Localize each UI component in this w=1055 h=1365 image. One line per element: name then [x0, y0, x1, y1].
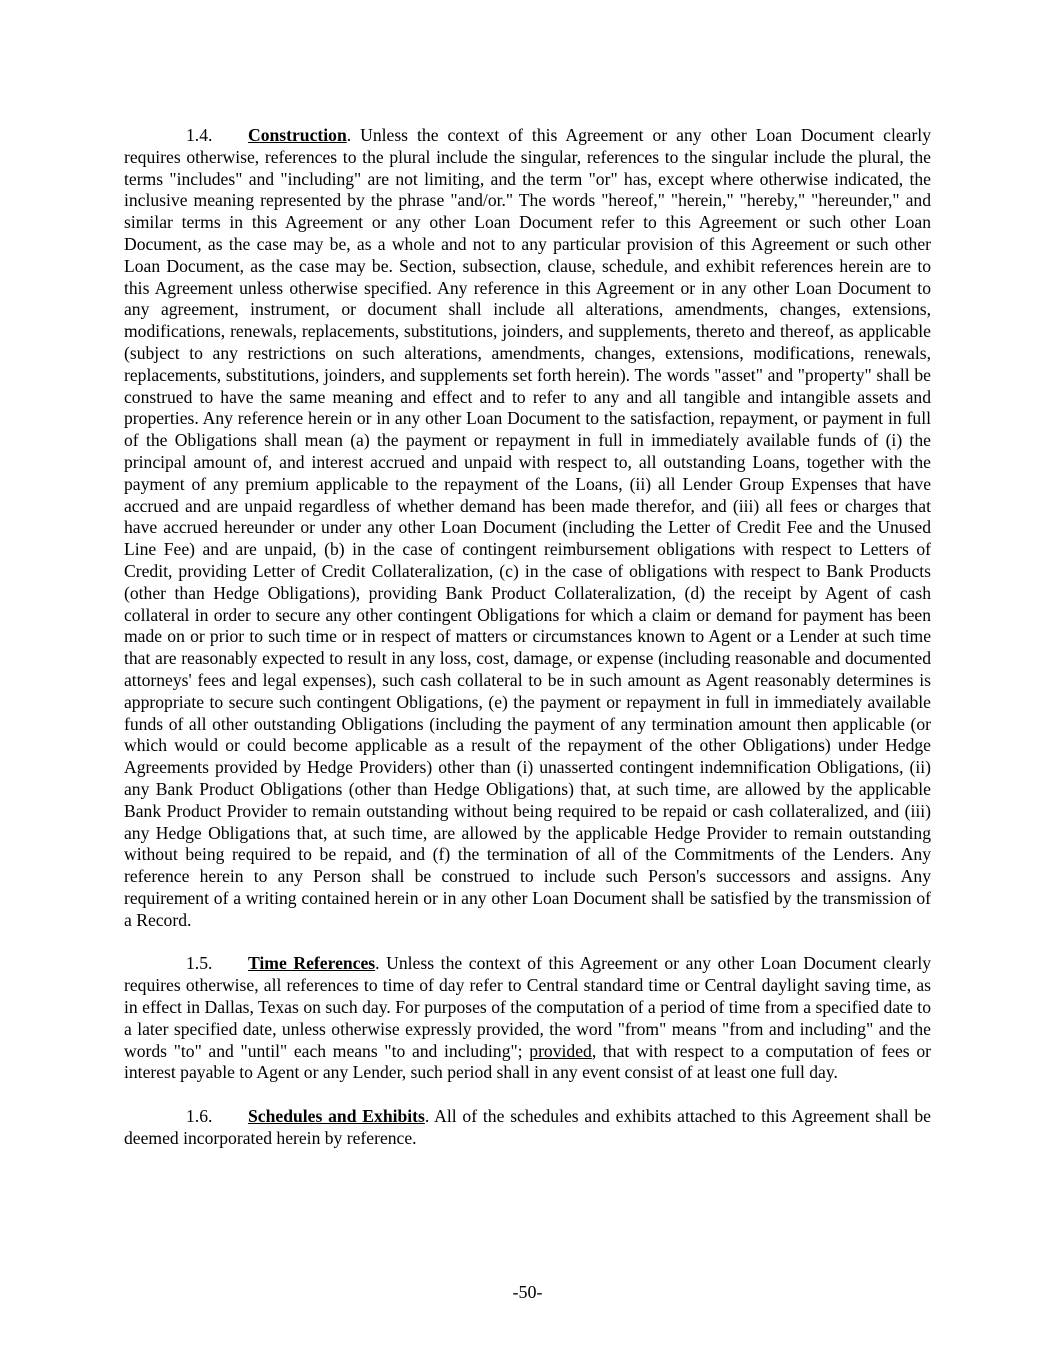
- section-number: 1.4.: [186, 125, 213, 145]
- section-heading: Construction: [248, 125, 347, 145]
- section-construction: [124, 125, 931, 931]
- underlined-term: provided: [529, 1040, 592, 1061]
- section-time-references: [124, 953, 931, 1084]
- section-number: 1.5.: [186, 953, 213, 974]
- section-heading: Time References: [248, 953, 376, 974]
- page-number: -50-: [512, 1282, 543, 1302]
- section-heading: Schedules and Exhibits: [248, 1106, 425, 1127]
- section-number: 1.6.: [186, 1106, 213, 1127]
- section-body: . Unless the context of this Agreement or any other Loan Document clearly requires otherwise, references to the plural include the singular, references to the singular include the plural, the terms "includes" and "including" are not limiting, and the term "or" has, except where otherwise indicated, the inclusive meaning represented by the phrase "and/or." The words "hereof," "herein," "hereby," "hereunder," and similar terms in this Agreement or any other Loan Document refer to this Agreement or such other Loan Document, as the case may be, as a whole and not to any particular provision of this Agreement or such other Loan Document, as the case may be. Section, subsection, clause, schedule, and exhibit references herein are to this Agreement unless otherwise specified. Any reference in this Agreement or in any other Loan Document to any agreement, instrument, or document shall include all alterations, amendments, changes, extensions, modifications, renewals, replacements, substitutions, joinders, and supplements, thereto and thereof, as applicable (subject to any restrictions on such alterations, amendments, changes, extensions, modifications, renewals, replacements, substitutions, joinders, and supplements set forth herein). The words "asset" and "property" shall be construed to have the same meaning and effect and to refer to any and all tangible and intangible assets and properties. Any reference herein or in any other Loan Document to the satisfaction, repayment, or payment in full of the Obligations shall mean (a) the payment or repayment in full in immediately available funds of (i) the principal amount of, and interest accrued and unpaid with respect to, all outstanding Loans, together with the payment of any premium applicable to the repayment of the Loans, (ii) all Lender Group Expenses that have accrued and are unpaid regardless of whether demand has been made therefor, and (iii) all fees or charges that have accrued hereunder or under any other Loan Document (including the Letter of Credit Fee and the Unused Line Fee) and are unpaid, (b) in the case of contingent reimbursement obligations with respect to Letters of Credit, providing Letter of Credit Collateralization, (c) in the case of obligations with respect to Bank Products (other than Hedge Obligations), providing Bank Product Collateralization, (d) the receipt by Agent of cash collateral in order to secure any other contingent Obligations for which a claim or demand for payment has been made on or prior to such time or in respect of matters or circumstances known to Agent or a Lender at such time that are reasonably expected to result in any loss, cost, damage, or expense (including reasonable and documented attorneys' fees and legal expenses), such cash collateral to be in such amount as Agent reasonably determines is appropriate to secure such contingent Obligations, (e) the payment or repayment in full in immediately available funds of all other outstanding Obligations (including the payment of any termination amount then applicable (or which would or could become applicable as a result of the repayment of the other Obligations) under Hedge Agreements provided by Hedge Providers) other than (i) unasserted contingent indemnification Obligations, (ii) any Bank Product Obligations (other than Hedge Obligations) that, at such time, are allowed by the applicable Bank Product Provider to remain outstanding without being required to be repaid or cash collateralized, and (iii) any Hedge Obligations that, at such time, are allowed by the applicable Hedge Provider to remain outstanding without being required to be repaid, and (f) the termination of all of the Commitments of the Lenders. Any reference herein to any Person shall be construed to include such Person's successors and assigns. Any requirement of a writing contained herein or in any other Loan Document shall be satisfied by the transmission of a Record.: [124, 125, 931, 930]
- document-page: [124, 125, 931, 1150]
- section-body-continued: , that with respect to a computation of fees or interest payable to Agent or any Lender, such period shall in any event consist of at least one full day.: [124, 1040, 931, 1083]
- section-schedules-and-exhibits: [124, 1106, 931, 1150]
- section-body: . Unless the context of this Agreement or any other Loan Document clearly requires otherwise, all references to time of day refer to Central standard time or Central daylight saving time, as in effect in Dallas, Texas on such day. For purposes of the computation of a period of time from a specified date to a later specified date, unless otherwise expressly provided, the word "from" means "from and including" and the words "to" and "until" each means "to and including";: [124, 953, 931, 1061]
- section-body: . All of the schedules and exhibits attached to this Agreement shall be deemed incorporated herein by reference.: [124, 1106, 931, 1149]
